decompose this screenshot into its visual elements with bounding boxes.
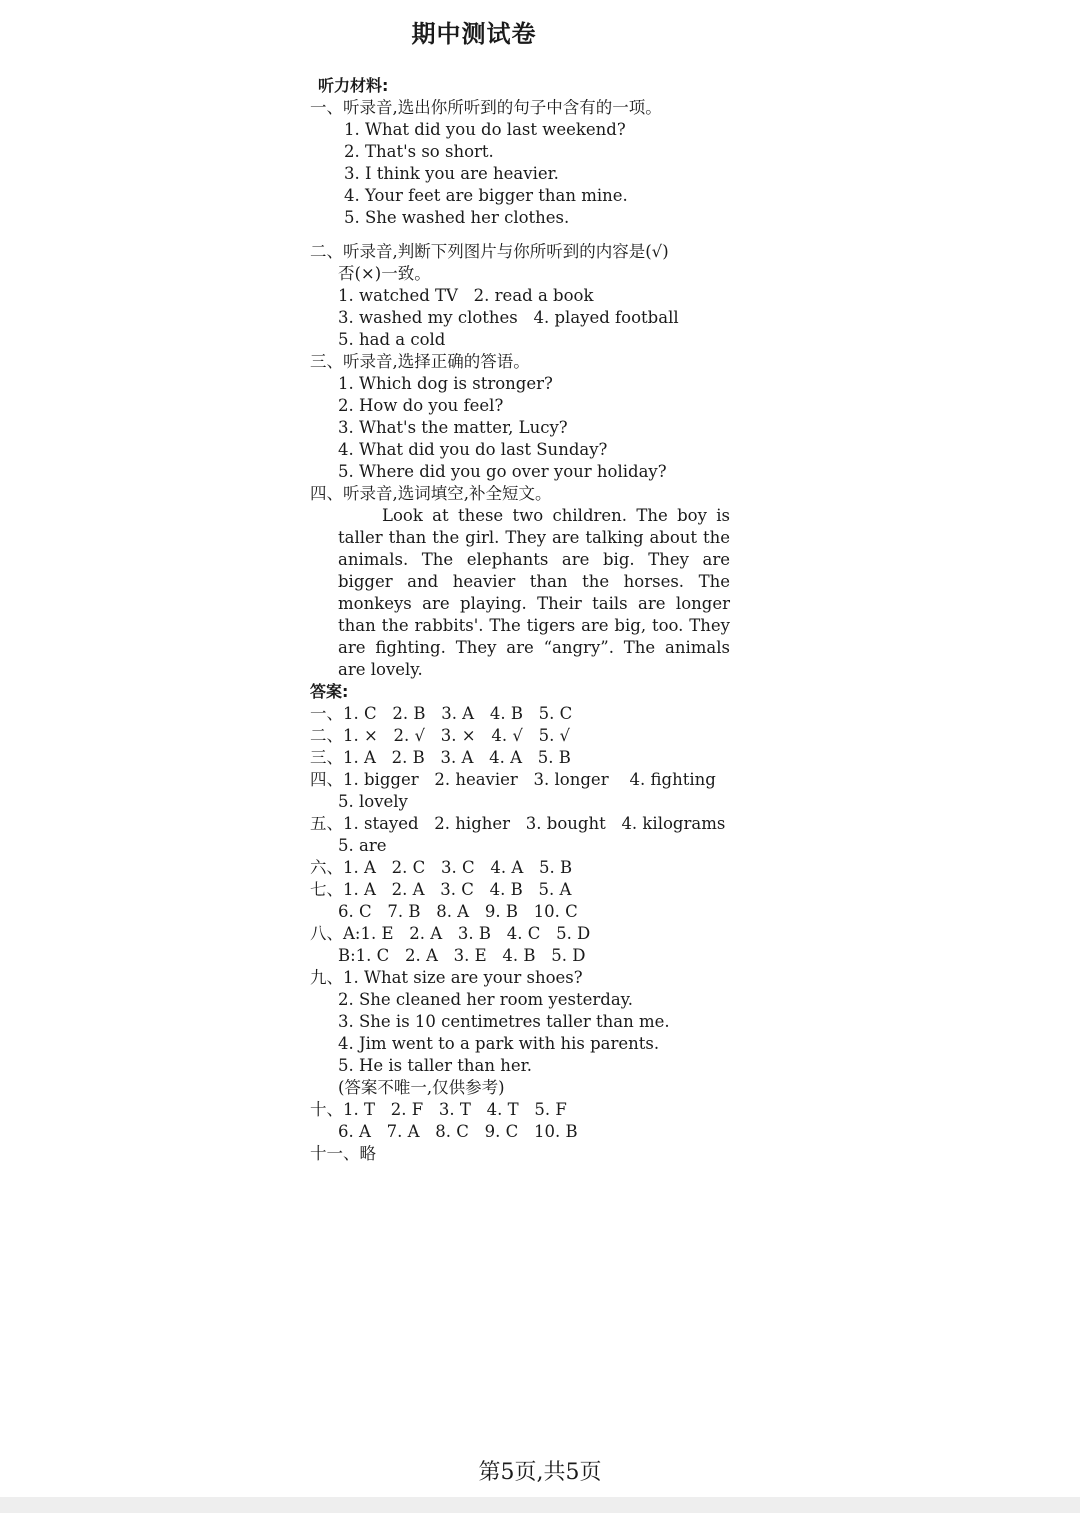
section2-line: 3. washed my clothes 4. played football [338,308,679,327]
answer-line: 六、1. A 2. C 3. C 4. A 5. B [310,858,573,877]
page-title: 期中测试卷 [411,20,537,48]
answer-line: 三、1. A 2. B 3. A 4. A 5. B [310,748,571,767]
section3-item: 3. What's the matter, Lucy? [338,418,568,437]
page-footer: 第5页,共5页 [478,1460,602,1485]
answer-line: 九、1. What size are your shoes? [310,968,583,987]
answer-line: 5. are [338,836,387,855]
answer-line: 5. lovely [338,792,408,811]
section4-passage: Look at these two children. The boy is taller than the girl. They are talking about the animals. The elephants are big. They are bigger and heavier than the horses. The monkeys are playing. Their tails are longer than the rabbits'. The tigers are big, too. They are fighting. They are “angry”. The animals are lovely. [338,506,730,679]
section3-item: 5. Where did you go over your holiday? [338,462,667,481]
answer-line: 七、1. A 2. A 3. C 4. B 5. A [310,880,572,899]
answer-line: 八、A:1. E 2. A 3. B 4. C 5. D [310,924,591,943]
section1-item: 2. That's so short. [344,142,494,161]
section3-item: 1. Which dog is stronger? [338,374,553,393]
document-body [310,75,740,1165]
section3-item: 4. What did you do last Sunday? [338,440,608,459]
listening-header: 听力材料: [318,76,389,95]
answer-line: 4. Jim went to a park with his parents. [338,1034,660,1053]
answer-line: 6. A 7. A 8. C 9. C 10. B [338,1122,578,1141]
bottom-strip [0,1497,1080,1513]
section2-line: 1. watched TV 2. read a book [338,286,594,305]
answers-header: 答案: [310,682,349,701]
section1-item: 1. What did you do last weekend? [344,120,626,139]
section2-heading: 二、听录音,判断下列图片与你所听到的内容是(√) [310,242,669,261]
answer-line: 一、1. C 2. B 3. A 4. B 5. C [310,704,573,723]
section3-item: 2. How do you feel? [338,396,504,415]
section4-heading: 四、听录音,选词填空,补全短文。 [310,484,552,503]
section1-item: 4. Your feet are bigger than mine. [344,186,628,205]
answer-line: B:1. C 2. A 3. E 4. B 5. D [338,946,586,965]
section1-item: 3. I think you are heavier. [344,164,559,183]
answer-line: 二、1. × 2. √ 3. × 4. √ 5. √ [310,726,571,745]
answer-line: 五、1. stayed 2. higher 3. bought 4. kilograms [310,814,726,833]
answer-line: 2. She cleaned her room yesterday. [338,990,634,1009]
answer-line: (答案不唯一,仅供参考) [338,1078,505,1097]
section1-heading: 一、听录音,选出你所听到的句子中含有的一项。 [310,98,662,117]
answer-line: 3. She is 10 centimetres taller than me. [338,1012,670,1031]
answer-line: 十、1. T 2. F 3. T 4. T 5. F [310,1100,567,1119]
answers-list [310,703,740,1165]
section2-line: 5. had a cold [338,330,446,349]
section1-item: 5. She washed her clothes. [344,208,570,227]
section2-heading-cont: 否(×)一致。 [338,264,431,283]
section3-heading: 三、听录音,选择正确的答语。 [310,352,530,371]
answer-line: 6. C 7. B 8. A 9. B 10. C [338,902,578,921]
answer-line: 四、1. bigger 2. heavier 3. longer 4. fighting [310,770,716,789]
answer-line: 十一、略 [310,1144,376,1163]
answer-line: 5. He is taller than her. [338,1056,532,1075]
